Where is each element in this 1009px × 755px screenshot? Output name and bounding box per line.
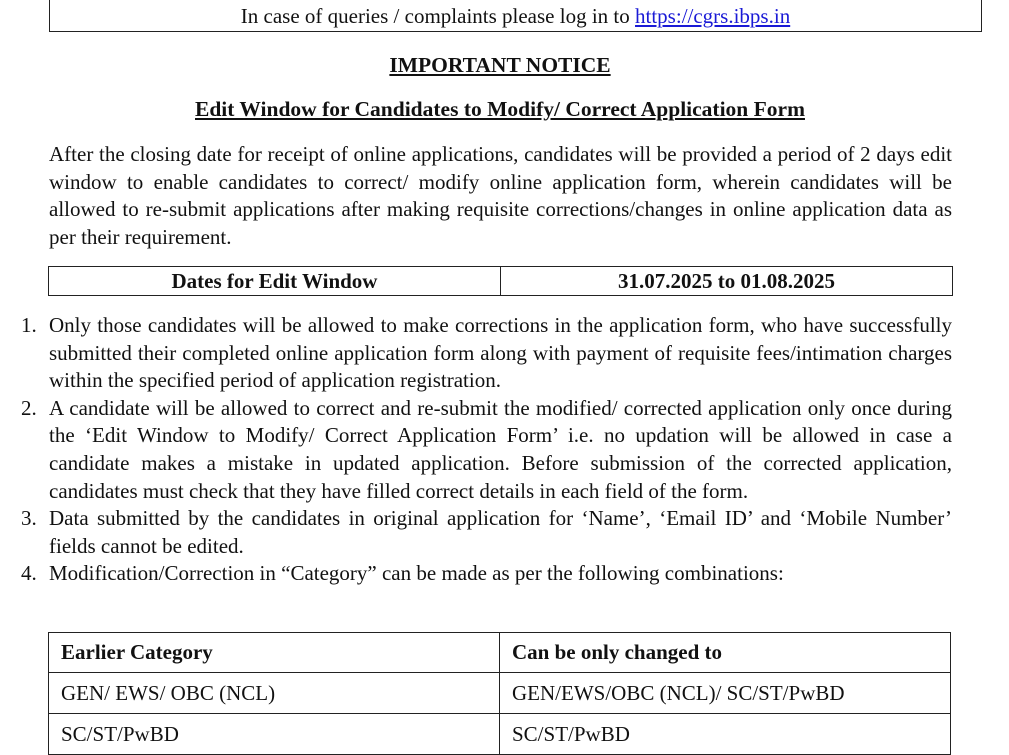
table-cell: GEN/ EWS/ OBC (NCL) [49, 673, 500, 714]
list-item-text: A candidate will be allowed to correct and re-submit the modified/ corrected application only once during the ‘Edit Window to Modify/ Correct Application Form’ i.e. no updation will be allowed in case a candidate makes a mistake in updated application. Before submission of the corrected application, candidates must check that they have filled correct details in each field of the form. [49, 395, 952, 503]
points-list [0, 312, 960, 588]
notice-subtitle [0, 97, 1000, 122]
edit-window-row [49, 267, 953, 296]
column-header: Can be only changed to [500, 633, 951, 673]
notice-subtitle-text: Edit Window for Candidates to Modify/ Correct Application Form [195, 97, 805, 121]
list-item-text: Modification/Correction in “Category” can be made as per the following combinations: [49, 561, 784, 586]
list-item [0, 312, 952, 395]
notice-title-text: IMPORTANT NOTICE [389, 53, 611, 77]
list-item-text: Data submitted by the candidates in original application for ‘Name’, ‘Email ID’ and ‘Mobile Number’ fields cannot be edited. [49, 506, 952, 558]
intro-paragraph: After the closing date for receipt of online applications, candidates will be provided a period of 2 days edit window to enable candidates to correct/ modify online application form, wherein candidates will be allowed to re-submit applications after making requisite corrections/changes in online application data as per their requirement. [49, 142, 952, 249]
edit-window-table [48, 266, 953, 296]
list-item [0, 395, 952, 505]
list-item-number: 4. [21, 561, 37, 586]
table-row [49, 673, 951, 714]
table-row [49, 714, 951, 755]
table-cell: SC/ST/PwBD [49, 714, 500, 755]
list-item-number: 2. [21, 395, 37, 420]
column-header: Earlier Category [49, 633, 500, 673]
list-item-number: 1. [21, 313, 37, 337]
table-cell: SC/ST/PwBD [500, 714, 951, 755]
notice-title [0, 53, 1000, 78]
list-item-text: Only those candidates will be allowed to make corrections in the application form, who have successfully submitted their completed online application form along with payment of requisite fees/intimation charges within the specified period of application registration. [49, 313, 952, 393]
table-header-row [49, 633, 951, 673]
cgrs-link[interactable]: https://cgrs.ibps.in [635, 4, 791, 28]
list-item-number: 3. [21, 506, 37, 531]
queries-text: In case of queries / complaints please log in to [240, 4, 630, 28]
edit-window-dates: 31.07.2025 to 01.08.2025 [501, 267, 953, 296]
edit-window-label: Dates for Edit Window [49, 267, 501, 296]
list-item [0, 560, 952, 588]
queries-box [49, 0, 982, 32]
category-table [48, 632, 951, 755]
table-cell: GEN/EWS/OBC (NCL)/ SC/ST/PwBD [500, 673, 951, 714]
list-item [0, 505, 952, 560]
